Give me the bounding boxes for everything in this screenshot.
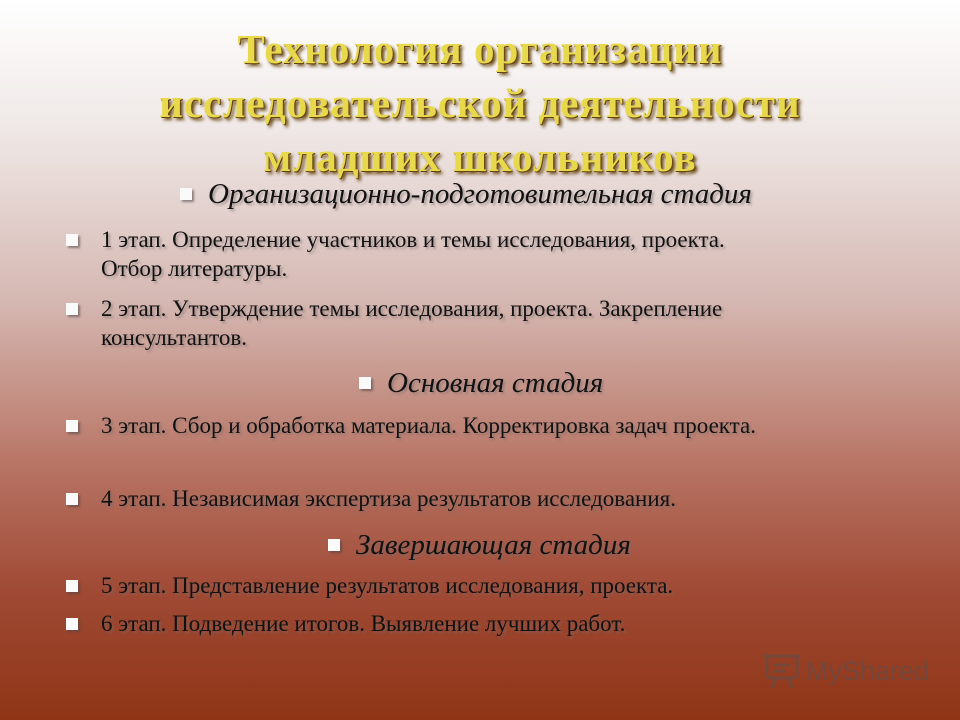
slide-title (100, 22, 860, 184)
stage-heading-preparatory (208, 177, 752, 211)
bullet-icon (180, 188, 192, 200)
list-item-text: 1 этап. Определение участников и темы исследования, проекта. Отбор литературы. (101, 227, 725, 281)
bullet-icon (359, 377, 371, 389)
list-item-step-3 (64, 411, 784, 440)
bullet-icon (66, 234, 78, 246)
watermark-text: MyShared (806, 656, 930, 686)
list-item-step-6 (64, 609, 784, 638)
stage-heading-final (356, 528, 631, 562)
list-item-step-4 (64, 484, 784, 513)
list-item-step-1 (64, 225, 784, 283)
stage-label: Завершающая стадия (356, 529, 631, 561)
list-item-step-2 (64, 294, 784, 352)
presentation-board-icon (764, 652, 804, 692)
bullet-icon (66, 303, 78, 315)
myshared-watermark (764, 652, 944, 692)
list-item-text: 4 этап. Независимая экспертиза результатов исследования. (101, 486, 676, 511)
bullet-icon (66, 580, 78, 592)
stage-label: Основная стадия (387, 367, 604, 399)
stage-label: Организационно-подготовительная стадия (208, 178, 752, 210)
list-item-text: 6 этап. Подведение итогов. Выявление лучших работ. (101, 611, 626, 636)
bullet-icon (66, 618, 78, 630)
list-item-text: 3 этап. Сбор и обработка материала. Корректировка задач проекта. (101, 413, 756, 438)
list-item-text: 5 этап. Представление результатов исследования, проекта. (101, 573, 674, 598)
title-line-2: исследовательской деятельности (159, 80, 801, 126)
bullet-icon (66, 493, 78, 505)
bullet-icon (328, 539, 340, 551)
list-item-text: 2 этап. Утверждение темы исследования, проекта. Закрепление консультантов. (101, 296, 723, 350)
title-line-1: Технология организации (237, 26, 723, 72)
bullet-icon (66, 420, 78, 432)
list-item-step-5 (64, 571, 784, 600)
title-line-3: младших школьников (263, 134, 697, 180)
stage-heading-main (387, 366, 603, 400)
